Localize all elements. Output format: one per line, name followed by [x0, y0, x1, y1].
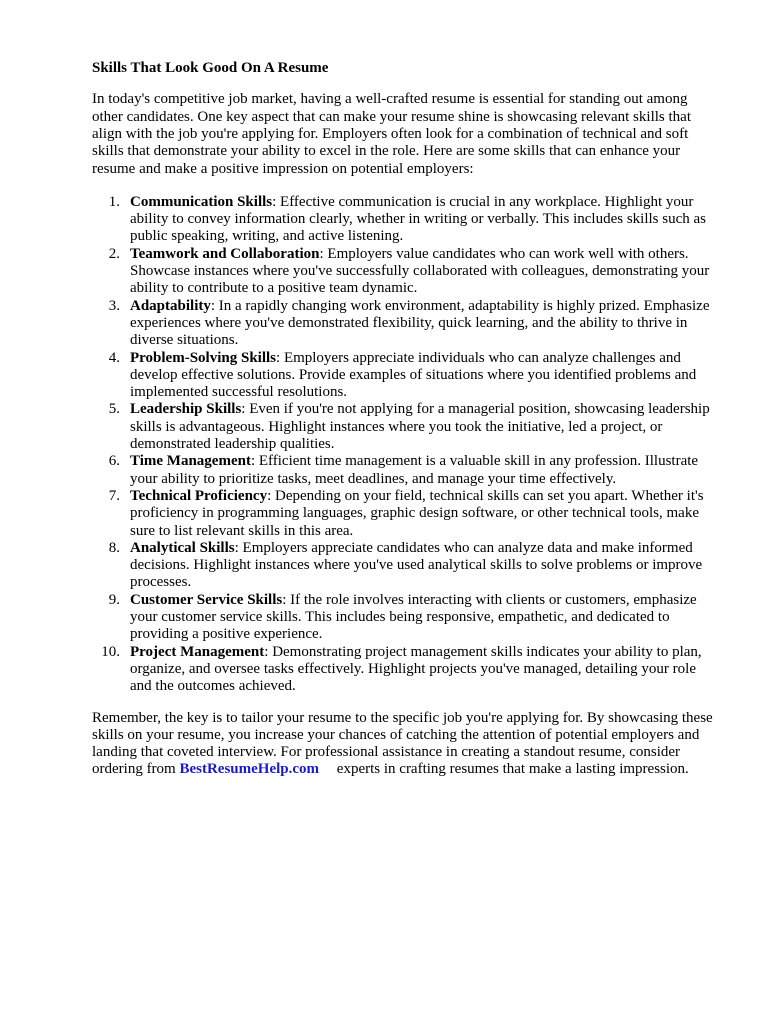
skill-separator: : [234, 539, 239, 556]
list-item [92, 540, 714, 592]
list-item [92, 246, 714, 298]
skill-description: Demonstrating project management skills indicates your ability to plan, organize, and oversee tasks effectively. Highlight projects you've managed, detailing your role and the outcomes achieved. [130, 643, 702, 695]
skill-separator: : [282, 591, 287, 608]
list-number: 9. [108, 591, 120, 608]
skill-description: Employers value candidates who can work well with others. Showcase instances where you've successfully collaborated with colleagues, demonstrating your ability to contribute to a positive team dynamic. [130, 245, 710, 297]
skill-separator: : [210, 297, 216, 314]
skill-separator: : [276, 349, 281, 366]
list-number: 4. [108, 349, 120, 366]
list-number: 6. [108, 453, 120, 470]
skill-name: Leadership Skills [130, 401, 242, 418]
skill-name: Project Management [130, 643, 265, 660]
skill-description: Effective communication is crucial in any workplace. Highlight your ability to convey information clearly, whether in writing or verbally. This includes skills such as public speaking, writing, and active listening. [130, 193, 706, 245]
list-item [92, 453, 714, 488]
list-number: 5. [108, 401, 120, 418]
skill-name: Communication Skills [130, 193, 273, 210]
conclusion-paragraph [92, 710, 714, 779]
skill-separator: : [241, 401, 246, 418]
bestresumehelp-link[interactable]: BestResumeHelp.com [179, 761, 320, 778]
skill-description: Employers appreciate candidates who can analyze data and make informed decisions. Highlight instances where you've used analytical skills to solve problems or improve processes. [130, 539, 703, 591]
list-number: 8. [108, 539, 120, 556]
list-number: 1. [108, 193, 120, 210]
list-number: 10. [101, 643, 120, 660]
skill-separator: : [250, 453, 256, 470]
skills-list [92, 194, 714, 696]
skill-name: Time Management [130, 453, 251, 470]
skill-separator: : [264, 643, 269, 660]
skill-description: Employers appreciate individuals who can analyze challenges and develop effective solutions. Provide examples of situations where you identified problems and implemented successful resolutions. [130, 349, 697, 401]
conclusion-text-before-link: Remember, the key is to tailor your resume to the specific job you're applying for. By showcasing these skills on your resume, you increase your chances of catching the attention of potential employers and landing that coveted interview. For professional assistance in creating a standout resume, consider ordering from [92, 709, 713, 778]
skill-name: Customer Service Skills [130, 591, 283, 608]
skill-separator: : [272, 193, 277, 210]
list-item [92, 350, 714, 402]
list-number: 3. [108, 297, 120, 314]
skill-name: Technical Proficiency [130, 487, 268, 504]
skill-description: Even if you're not applying for a managerial position, showcasing leadership skills is advantageous. Highlight instances where you took the initiative, led a project, or demonstrated leadership qualities. [130, 401, 710, 453]
skill-separator: : [267, 487, 272, 504]
conclusion-text-after-link: experts in crafting resumes that make a lasting impression. [333, 761, 689, 778]
list-item [92, 592, 714, 644]
list-item [92, 298, 714, 350]
skill-name: Problem-Solving Skills [130, 349, 277, 366]
skill-description: If the role involves interacting with clients or customers, emphasize your customer service skills. This includes being responsive, empathetic, and dedicated to providing a positive experience. [130, 591, 697, 643]
list-item [92, 401, 714, 453]
list-item [92, 644, 714, 696]
intro-paragraph: In today's competitive job market, having a well-crafted resume is essential for standing out among other candidates. One key aspect that can make your resume shine is showcasing relevant skills that align with the job you're applying for. Employers often look for a combination of technical and soft skills that demonstrate your ability to excel in the role. Here are some skills that can enhance your resume and make a positive impression on potential employers: [92, 91, 691, 177]
skill-name: Teamwork and Collaboration [130, 245, 320, 262]
list-number: 7. [108, 487, 120, 504]
list-number: 2. [108, 245, 120, 262]
document-page [92, 60, 714, 779]
skill-description: Efficient time management is a valuable skill in any profession. Illustrate your ability to prioritize tasks, meet deadlines, and manage your time effectively. [130, 453, 699, 487]
skill-description: Depending on your field, technical skills can set you apart. Whether it's proficiency in programming languages, graphic design software, or other technical tools, make sure to list relevant skills in this area. [130, 487, 704, 539]
skill-description: In a rapidly changing work environment, adaptability is highly prized. Emphasize experiences where you've demonstrated flexibility, quick learning, and the ability to thrive in diverse situations. [130, 297, 710, 349]
skill-name: Adaptability [130, 297, 211, 314]
skill-separator: : [319, 245, 324, 262]
skill-name: Analytical Skills [130, 539, 235, 556]
list-item [92, 488, 714, 540]
list-item [92, 194, 714, 246]
document-title: Skills That Look Good On A Resume [92, 60, 329, 76]
